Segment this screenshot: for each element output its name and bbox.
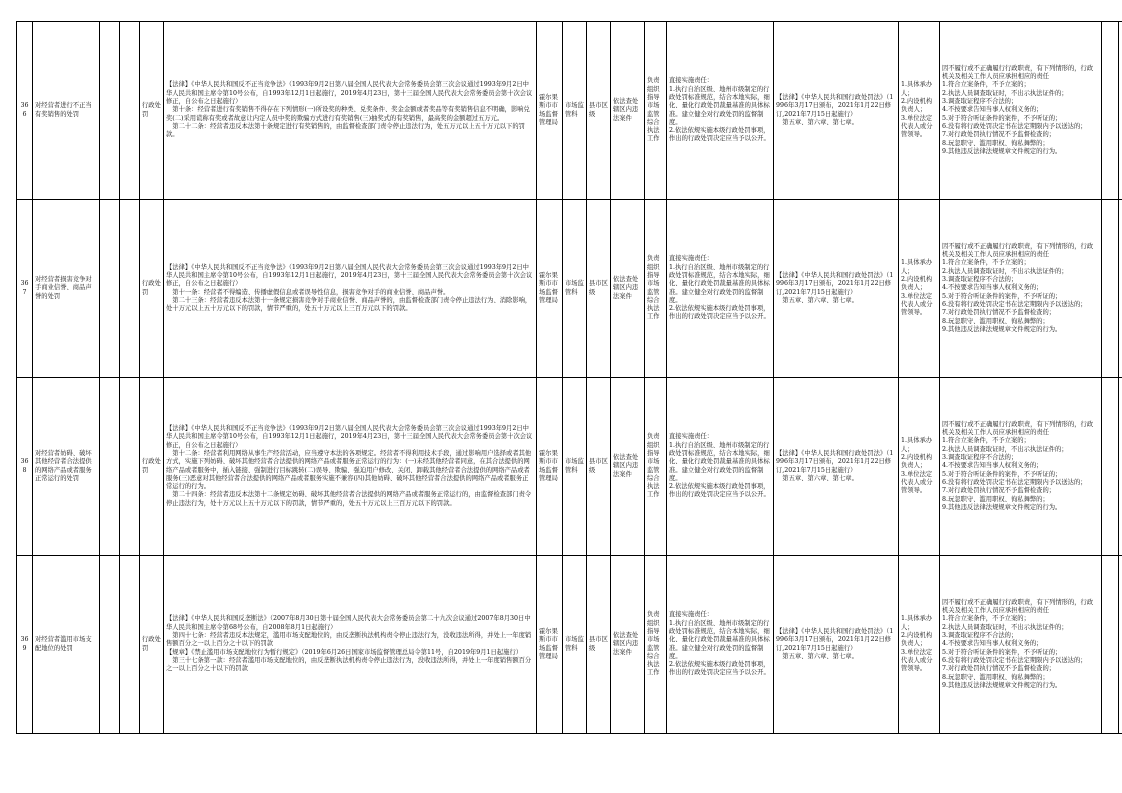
responsible-department: 市场监管科 [563,22,587,200]
empty-cell [100,22,120,200]
item-type: 行政处罚 [140,378,164,556]
empty-cell [1119,378,1122,556]
table-row [17,22,1122,200]
item-type: 行政处罚 [140,200,164,378]
accountability-law: 【法律】《中华人民共和国行政处罚法》（1996年3月17日颁布，2021年1月22日修订,2021年7月15日起施行） 第五章、第六章、第七章。 [774,556,899,734]
accountability-law: 【法律】《中华人民共和国行政处罚法》（1996年3月17日颁布，2021年1月22日修订,2021年7月15日起施行） 第五章、第六章、第七章。 [774,378,899,556]
implementing-subject: 霍尔果斯市市场监督管理局 [537,200,563,378]
empty-cell [1102,378,1119,556]
accountability-cases: 因不履行或不正确履行行政职责，有下列情形的，行政机关及相关工作人员应承担相应的责任 1.符合立案条件，不予立案的； 2.执法人员调查取证时，不出示执法证件的； 3.调查取证程序不合法的； 4.不按要求告知当事人权利义务的； 5.对于符合听证条件的案件，不予听证的； 6.没有将行政处罚决定书在法定期限内予以送达的； 7.对行政处罚执行情况不予监督检查的； 8.玩忽职守、滥用职权、徇私舞弊的； 9.其他违反法律法规规章文件规定的行为。 [940,556,1102,734]
empty-cell [100,556,120,734]
department-responsibility: 负责组织指导市场监管综合执法工作 [645,378,667,556]
accountability-cases: 因不履行或不正确履行行政职责，有下列情形的，行政机关及相关工作人员应承担相应的责任 1.符合立案条件，不予立案的； 2.执法人员调查取证时，不出示执法证件的； 3.调查取证程序不合法的； 4.不按要求告知当事人权利义务的； 5.对于符合听证条件的案件，不予听证的； 6.没有将行政处罚决定书在法定期限内予以送达的； 7.对行政处罚执行情况不予监督检查的； 8.玩忽职守、滥用职权、徇私舞弊的； 9.其他违反法律法规规章文件规定的行为。 [940,378,1102,556]
row-number: 366 [17,22,33,200]
table-row [17,556,1122,734]
item-name: 对经营者滥用市场支配地位的处罚 [33,556,100,734]
row-number: 369 [17,556,33,734]
administrative-level: 县市区级 [587,556,611,734]
responsible-department: 市场监管科 [563,200,587,378]
empty-cell [120,556,140,734]
row-number: 368 [17,378,33,556]
scope: 依法查处辖区内违法案件 [611,556,645,734]
legal-basis: 【法律】《中华人民共和国反垄断法》（2007年8月30日第十届全国人民代表大会常务委员会第二十九次会议通过2007年8月30日中华人民共和国主席令第68号公布，自2008年8月1日起施行） 第四十七条：经营者违反本法规定，滥用市场支配地位的，由反垄断执法机构责令停止违法行为，没收违法所得，并处上一年度销售额百分之一以上百分之十以下的罚款 【规章】《禁止滥用市场支配地位行为暂行规定》（2019年6月26日国家市场监督管理总局令第11号，自2019年9月1日起施行） 第三十七条第一款：经营者滥用市场支配地位的，由反垄断执法机构责令停止违法行为，没收违法所得，并处上一年度销售额百分之一以上百分之十以下的罚款 [164,556,537,734]
scope: 依法查处辖区内违法案件 [611,378,645,556]
responsible-department: 市场监管科 [563,556,587,734]
empty-cell [1119,200,1122,378]
department-responsibility: 负责组织指导市场监管综合执法工作 [645,22,667,200]
responsible-persons: 1.具体承办人； 2.内设机构负责人； 3.单位法定代表人或分管领导。 [899,378,940,556]
duty-content: 直接实施责任： 1.执行自治区级、地州市级制定的行政处罚标准规范，结合本地实际，细化、量化行政处罚裁量基准的具体标准。建立健全对行政处罚的监督制度。 2.依法依规实施本级行政处罚事项，作出的行政处罚决定应当予以公开。 [667,22,774,200]
responsible-persons: 1.具体承办人； 2.内设机构负责人； 3.单位法定代表人或分管领导。 [899,200,940,378]
administrative-level: 县市区级 [587,200,611,378]
empty-cell [100,200,120,378]
empty-cell [120,378,140,556]
responsible-persons: 1.具体承办人； 2.内设机构负责人； 3.单位法定代表人或分管领导。 [899,556,940,734]
administrative-level: 县市区级 [587,378,611,556]
table-row [17,378,1122,556]
item-type: 行政处罚 [140,556,164,734]
accountability-law: 【法律】《中华人民共和国行政处罚法》（1996年3月17日颁布，2021年1月22日修订,2021年7月15日起施行） 第五章、第六章、第七章。 [774,200,899,378]
duty-content: 直接实施责任： 1.执行自治区级、地州市级制定的行政处罚标准规范，结合本地实际，细化、量化行政处罚裁量基准的具体标准。建立健全对行政处罚的监督制度。 2.依法依规实施本级行政处罚事项，作出的行政处罚决定应当予以公开。 [667,556,774,734]
department-responsibility: 负责组织指导市场监管综合执法工作 [645,556,667,734]
table-row [17,200,1122,378]
administrative-level: 县市区级 [587,22,611,200]
accountability-law: 【法律】《中华人民共和国行政处罚法》（1996年3月17日颁布，2021年1月22日修订,2021年7月15日起施行） 第五章、第六章、第七章。 [774,22,899,200]
accountability-cases: 因不履行或不正确履行行政职责，有下列情形的，行政机关及相关工作人员应承担相应的责任 1.符合立案条件，不予立案的； 2.执法人员调查取证时，不出示执法证件的； 3.调查取证程序不合法的； 4.不按要求告知当事人权利义务的； 5.对于符合听证条件的案件，不予听证的； 6.没有将行政处罚决定书在法定期限内予以送达的； 7.对行政处罚执行情况不予监督检查的； 8.玩忽职守、滥用职权、徇私舞弊的； 9.其他违反法律法规规章文件规定的行为。 [940,200,1102,378]
item-name: 对经营者损害竞争对手商业信誉、商品声誉的处罚 [33,200,100,378]
empty-cell [1102,200,1119,378]
legal-basis: 【法律】《中华人民共和国反不正当竞争法》（1993年9月2日第八届全国人民代表大会常务委员会第三次会议通过1993年9月2日中华人民共和国主席令第10号公布，自1993年12月1日起施行，2019年4月23日，第十三届全国人民代表大会常务委员会第十次会议修正，自公布之日起施行） 第十一条：经营者不得编造、传播虚假信息或者误导性信息，损害竞争对手的商业信誉、商品声誉。 第二十三条：经营者违反本法第十一条规定损害竞争对手商业信誉、商品声誉的，由监督检查部门责令停止违法行为、消除影响，处十万元以上五十万元以下的罚款，情节严重的，处五十万元以上三百万元以下的罚款。 [164,200,537,378]
empty-cell [1119,22,1122,200]
empty-cell [1102,556,1119,734]
duty-content: 直接实施责任： 1.执行自治区级、地州市级制定的行政处罚标准规范，结合本地实际，细化、量化行政处罚裁量基准的具体标准。建立健全对行政处罚的监督制度。 2.依法依规实施本级行政处罚事项，作出的行政处罚决定应当予以公开。 [667,200,774,378]
empty-cell [100,378,120,556]
implementing-subject: 霍尔果斯市市场监督管理局 [537,22,563,200]
legal-basis: 【法律】《中华人民共和国反不正当竞争法》（1993年9月2日第八届全国人民代表大会常务委员会第三次会议通过1993年9月2日中华人民共和国主席令第10号公布，自1993年12月1日起施行，2019年4月23日，第十三届全国人民代表大会常务委员会第十次会议修正，自公布之日起施行） 第十条：经营者进行有奖销售不得存在下列情形(一)所设奖的种类、兑奖条件、奖金金额或者奖品等有奖销售信息不明确，影响兑奖(二)采用谎称有奖或者故意让内定人员中奖的欺骗方式进行有奖销售(三)抽奖式的有奖销售，最高奖的金额超过五万元。 第二十二条：经营者违反本法第十条规定进行有奖销售的，由监督检查部门责令停止违法行为，处五万元以上五十万元以下的罚款。 [164,22,537,200]
item-name: 对经营者妨碍、破坏其他经营者合法提供的网络产品或者服务正常运行的处罚 [33,378,100,556]
row-number: 367 [17,200,33,378]
accountability-cases: 因不履行或不正确履行行政职责，有下列情形的，行政机关及相关工作人员应承担相应的责任 1.符合立案条件，不予立案的； 2.执法人员调查取证时，不出示执法证件的； 3.调查取证程序不合法的； 4.不按要求告知当事人权利义务的； 5.对于符合听证条件的案件，不予听证的； 6.没有将行政处罚决定书在法定期限内予以送达的； 7.对行政处罚执行情况不予监督检查的； 8.玩忽职守、滥用职权、徇私舞弊的； 9.其他违反法律法规规章文件规定的行为。 [940,22,1102,200]
responsibility-list-table [16,21,1122,734]
implementing-subject: 霍尔果斯市市场监督管理局 [537,556,563,734]
legal-basis: 【法律】《中华人民共和国反不正当竞争法》（1993年9月2日第八届全国人民代表大会常务委员会第三次会议通过1993年9月2日中华人民共和国主席令第10号公布，自1993年12月1日起施行，2019年4月23日，第十三届全国人民代表大会常务委员会第十次会议修正，自公布之日起施行） 第十二条：经营者利用网络从事生产经营活动，应当遵守本法的各项规定。经营者不得利用技术手段，通过影响用户选择或者其他方式，实施下列妨碍、破坏其他经营者合法提供的网络产品或者服务正常运行的行为：(一)未经其他经营者同意，在其合法提供的网络产品或者服务中，插入链接、强制进行目标跳转(二)误导、欺骗、强迫用户修改、关闭、卸载其他经营者合法提供的网络产品或者服务(三)恶意对其他经营者合法提供的网络产品或者服务实施不兼容(四)其他妨碍、破坏其他经营者合法提供的网络产品或者服务正常运行的行为。 第二十四条：经营者违反本法第十二条规定妨碍、破坏其他经营者合法提供的网络产品或者服务正常运行的，由监督检查部门责令停止违法行为，处十万元以上五十万元以下的罚款，情节严重的，处五十万元以上三百万元以下的罚款。 [164,378,537,556]
responsible-department: 市场监管科 [563,378,587,556]
empty-cell [120,200,140,378]
item-name: 对经营者进行不正当有奖销售的处罚 [33,22,100,200]
empty-cell [120,22,140,200]
duty-content: 直接实施责任： 1.执行自治区级、地州市级制定的行政处罚标准规范，结合本地实际，细化、量化行政处罚裁量基准的具体标准。建立健全对行政处罚的监督制度。 2.依法依规实施本级行政处罚事项，作出的行政处罚决定应当予以公开。 [667,378,774,556]
implementing-subject: 霍尔果斯市市场监督管理局 [537,378,563,556]
scope: 依法查处辖区内违法案件 [611,200,645,378]
empty-cell [1102,22,1119,200]
responsible-persons: 1.具体承办人； 2.内设机构负责人； 3.单位法定代表人或分管领导。 [899,22,940,200]
item-type: 行政处罚 [140,22,164,200]
empty-cell [1119,556,1122,734]
scope: 依法查处辖区内违法案件 [611,22,645,200]
department-responsibility: 负责组织指导市场监管综合执法工作 [645,200,667,378]
